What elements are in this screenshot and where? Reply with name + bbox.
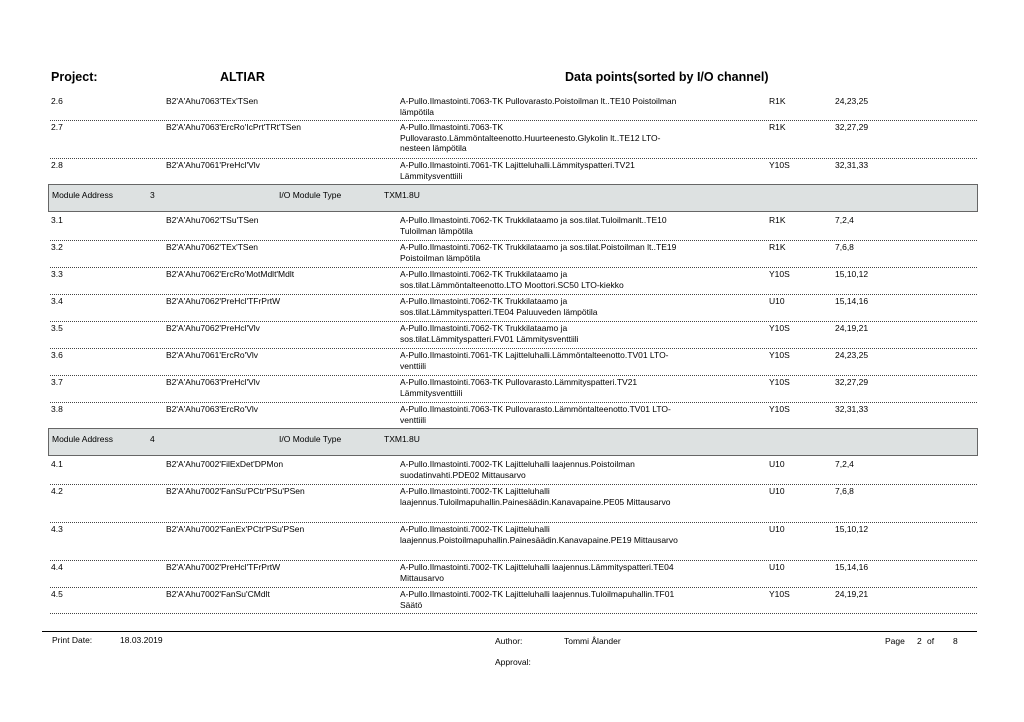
point-id: 3.8	[51, 404, 63, 414]
point-description: A-Pullo.Ilmastointi.7063-TK Pullovarasto.Lämmityspatteri.TV21 Lämmitysventtiili	[400, 377, 638, 398]
point-id: 3.7	[51, 377, 63, 387]
point-channel: 32,31,33	[835, 404, 869, 414]
point-address: B2'A'Ahu7062'PreHcl'TFrPrtW	[166, 296, 281, 306]
table-row	[50, 94, 977, 121]
module-header-3	[48, 184, 978, 212]
module-address-value: 3	[150, 190, 155, 200]
point-description: A-Pullo.Ilmastointi.7063-TK Pullovarasto.Poistoilman lt..TE10 Poistoilman lämpötila	[400, 96, 677, 117]
project-name: ALTIAR	[220, 70, 265, 84]
point-id: 4.5	[51, 589, 63, 599]
point-description: A-Pullo.Ilmastointi.7062-TK Trukkilataamo ja sos.tilat.Lämmöntalteenotto.LTO Moottori.SC50 LTO-kiekko	[400, 269, 624, 290]
table-row	[50, 348, 977, 376]
point-channel: 15,14,16	[835, 562, 869, 572]
point-channel: 15,14,16	[835, 296, 869, 306]
point-address: B2'A'Ahu7063'ErcRo'IcPrt'TRt'TSen	[166, 122, 301, 132]
point-channel: 24,19,21	[835, 323, 869, 333]
table-row	[50, 158, 977, 185]
point-address: B2'A'Ahu7062'TEx'TSen	[166, 242, 259, 252]
point-address: B2'A'Ahu7002'FilExDet'DPMon	[166, 459, 284, 469]
table-row	[50, 294, 977, 322]
table-row	[50, 457, 977, 485]
module-address-label: Module Address	[52, 190, 113, 200]
point-description: A-Pullo.Ilmastointi.7002-TK Lajitteluhalli laajennus.Tuloilmapuhallin.Painesäädin.Kanavapaine.PE05 Mittausarvo	[400, 486, 671, 507]
point-address: B2'A'Ahu7063'ErcRo'Vlv	[166, 404, 259, 414]
point-description: A-Pullo.Ilmastointi.7002-TK Lajitteluhalli laajennus.Tuloilmapuhallin.TF01 Säätö	[400, 589, 675, 610]
point-type: Y10S	[769, 377, 790, 387]
point-type: Y10S	[769, 350, 790, 360]
point-type: Y10S	[769, 160, 790, 170]
point-description: A-Pullo.Ilmastointi.7002-TK Lajitteluhalli laajennus.Poistoilmapuhallin.Painesäädin.Kanavapaine.PE19 Mittausarvo	[400, 524, 678, 545]
point-address: B2'A'Ahu7063'PreHcl'Vlv	[166, 377, 260, 387]
page-label: Page	[885, 636, 905, 646]
point-description: A-Pullo.Ilmastointi.7062-TK Trukkilataamo ja sos.tilat.Poistoilman lt..TE19 Poistoilman lämpötila	[400, 242, 677, 263]
author-label: Author:	[495, 636, 523, 646]
table-row	[50, 560, 977, 588]
approval-label: Approval:	[495, 657, 531, 667]
point-type: R1K	[769, 122, 786, 132]
point-id: 3.1	[51, 215, 63, 225]
table-row	[50, 267, 977, 295]
print-date: 18.03.2019	[120, 635, 163, 645]
module-address-value: 4	[150, 434, 155, 444]
page-title: Data points(sorted by I/O channel)	[565, 70, 769, 84]
page-number: 2	[917, 636, 922, 646]
footer-divider	[42, 631, 977, 632]
point-address: B2'A'Ahu7002'FanEx'PCtr'PSu'PSen	[166, 524, 305, 534]
table-row	[50, 484, 977, 523]
point-description: A-Pullo.Ilmastointi.7002-TK Lajitteluhalli laajennus.Lämmityspatteri.TE04 Mittausarvo	[400, 562, 674, 583]
point-address: B2'A'Ahu7062'PreHcl'Vlv	[166, 323, 260, 333]
point-type: R1K	[769, 215, 786, 225]
point-id: 2.6	[51, 96, 63, 106]
module-type-value: TXM1.8U	[384, 190, 420, 200]
table-row	[50, 402, 977, 429]
table-row	[50, 120, 977, 159]
print-date-label: Print Date:	[52, 635, 93, 645]
module-header-4	[48, 428, 978, 456]
point-type: Y10S	[769, 269, 790, 279]
table-row	[50, 213, 977, 241]
point-description: A-Pullo.Ilmastointi.7062-TK Trukkilataamo ja sos.tilat.Lämmityspatteri.FV01 Lämmitysventtiili	[400, 323, 579, 344]
point-type: R1K	[769, 242, 786, 252]
point-address: B2'A'Ahu7062'TSu'TSen	[166, 215, 259, 225]
point-type: Y10S	[769, 589, 790, 599]
point-type: U10	[769, 296, 785, 306]
module-type-label: I/O Module Type	[279, 434, 342, 444]
point-description: A-Pullo.Ilmastointi.7063-TK Pullovarasto.Lämmöntalteenotto.Huurteenesto.Glykolin lt..TE12 LTO-nesteen lämpötila	[400, 122, 661, 153]
point-id: 4.2	[51, 486, 63, 496]
point-description: A-Pullo.Ilmastointi.7061-TK Lajitteluhalli.Lämmityspatteri.TV21 Lämmitysventtiili	[400, 160, 635, 181]
point-type: U10	[769, 486, 785, 496]
point-id: 2.7	[51, 122, 63, 132]
point-address: B2'A'Ahu7063'TEx'TSen	[166, 96, 259, 106]
point-address: B2'A'Ahu7061'PreHcl'Vlv	[166, 160, 260, 170]
point-description: A-Pullo.Ilmastointi.7062-TK Trukkilataamo ja sos.tilat.Tuloilmanlt..TE10 Tuloilman lämpötila	[400, 215, 667, 236]
point-channel: 7,2,4	[835, 459, 854, 469]
table-row	[50, 587, 977, 614]
module-type-value: TXM1.8U	[384, 434, 420, 444]
point-type: U10	[769, 459, 785, 469]
module-address-label: Module Address	[52, 434, 113, 444]
point-channel: 24,23,25	[835, 96, 869, 106]
page-of-label: of	[927, 636, 935, 646]
point-channel: 32,27,29	[835, 122, 869, 132]
point-address: B2'A'Ahu7002'FanSu'PCtr'PSu'PSen	[166, 486, 305, 496]
point-id: 3.6	[51, 350, 63, 360]
point-channel: 15,10,12	[835, 269, 869, 279]
point-address: B2'A'Ahu7061'ErcRo'Vlv	[166, 350, 259, 360]
point-channel: 32,31,33	[835, 160, 869, 170]
point-id: 4.3	[51, 524, 63, 534]
point-id: 4.1	[51, 459, 63, 469]
point-type: R1K	[769, 96, 786, 106]
point-description: A-Pullo.Ilmastointi.7062-TK Trukkilataamo ja sos.tilat.Lämmityspatteri.TE04 Paluuveden lämpötila	[400, 296, 598, 317]
author-name: Tommi Ålander	[564, 636, 621, 646]
point-id: 3.2	[51, 242, 63, 252]
point-type: Y10S	[769, 404, 790, 414]
point-channel: 7,2,4	[835, 215, 854, 225]
point-id: 3.3	[51, 269, 63, 279]
point-channel: 7,6,8	[835, 242, 854, 252]
table-row	[50, 321, 977, 349]
module-type-label: I/O Module Type	[279, 190, 342, 200]
point-channel: 7,6,8	[835, 486, 854, 496]
table-row	[50, 375, 977, 403]
point-id: 3.5	[51, 323, 63, 333]
point-description: A-Pullo.Ilmastointi.7063-TK Pullovarasto.Lämmöntalteenotto.TV01 LTO-venttiili	[400, 404, 671, 425]
point-type: U10	[769, 562, 785, 572]
page-total: 8	[953, 636, 958, 646]
point-type: Y10S	[769, 323, 790, 333]
point-address: B2'A'Ahu7002'FanSu'CMdlt	[166, 589, 270, 599]
point-address: B2'A'Ahu7002'PreHcl'TFrPrtW	[166, 562, 281, 572]
point-type: U10	[769, 524, 785, 534]
project-label: Project:	[51, 70, 98, 84]
table-row	[50, 240, 977, 268]
point-description: A-Pullo.Ilmastointi.7002-TK Lajitteluhalli laajennus.Poistoilman suodatinvahti.PDE02 Mittausarvo	[400, 459, 635, 480]
point-id: 4.4	[51, 562, 63, 572]
point-description: A-Pullo.Ilmastointi.7061-TK Lajitteluhalli.Lämmöntalteenotto.TV01 LTO-venttiili	[400, 350, 669, 371]
point-id: 2.8	[51, 160, 63, 170]
table-row	[50, 522, 977, 561]
point-channel: 32,27,29	[835, 377, 869, 387]
point-channel: 15,10,12	[835, 524, 869, 534]
point-id: 3.4	[51, 296, 63, 306]
point-channel: 24,23,25	[835, 350, 869, 360]
point-address: B2'A'Ahu7062'ErcRo'MotMdlt'Mdlt	[166, 269, 295, 279]
point-channel: 24,19,21	[835, 589, 869, 599]
